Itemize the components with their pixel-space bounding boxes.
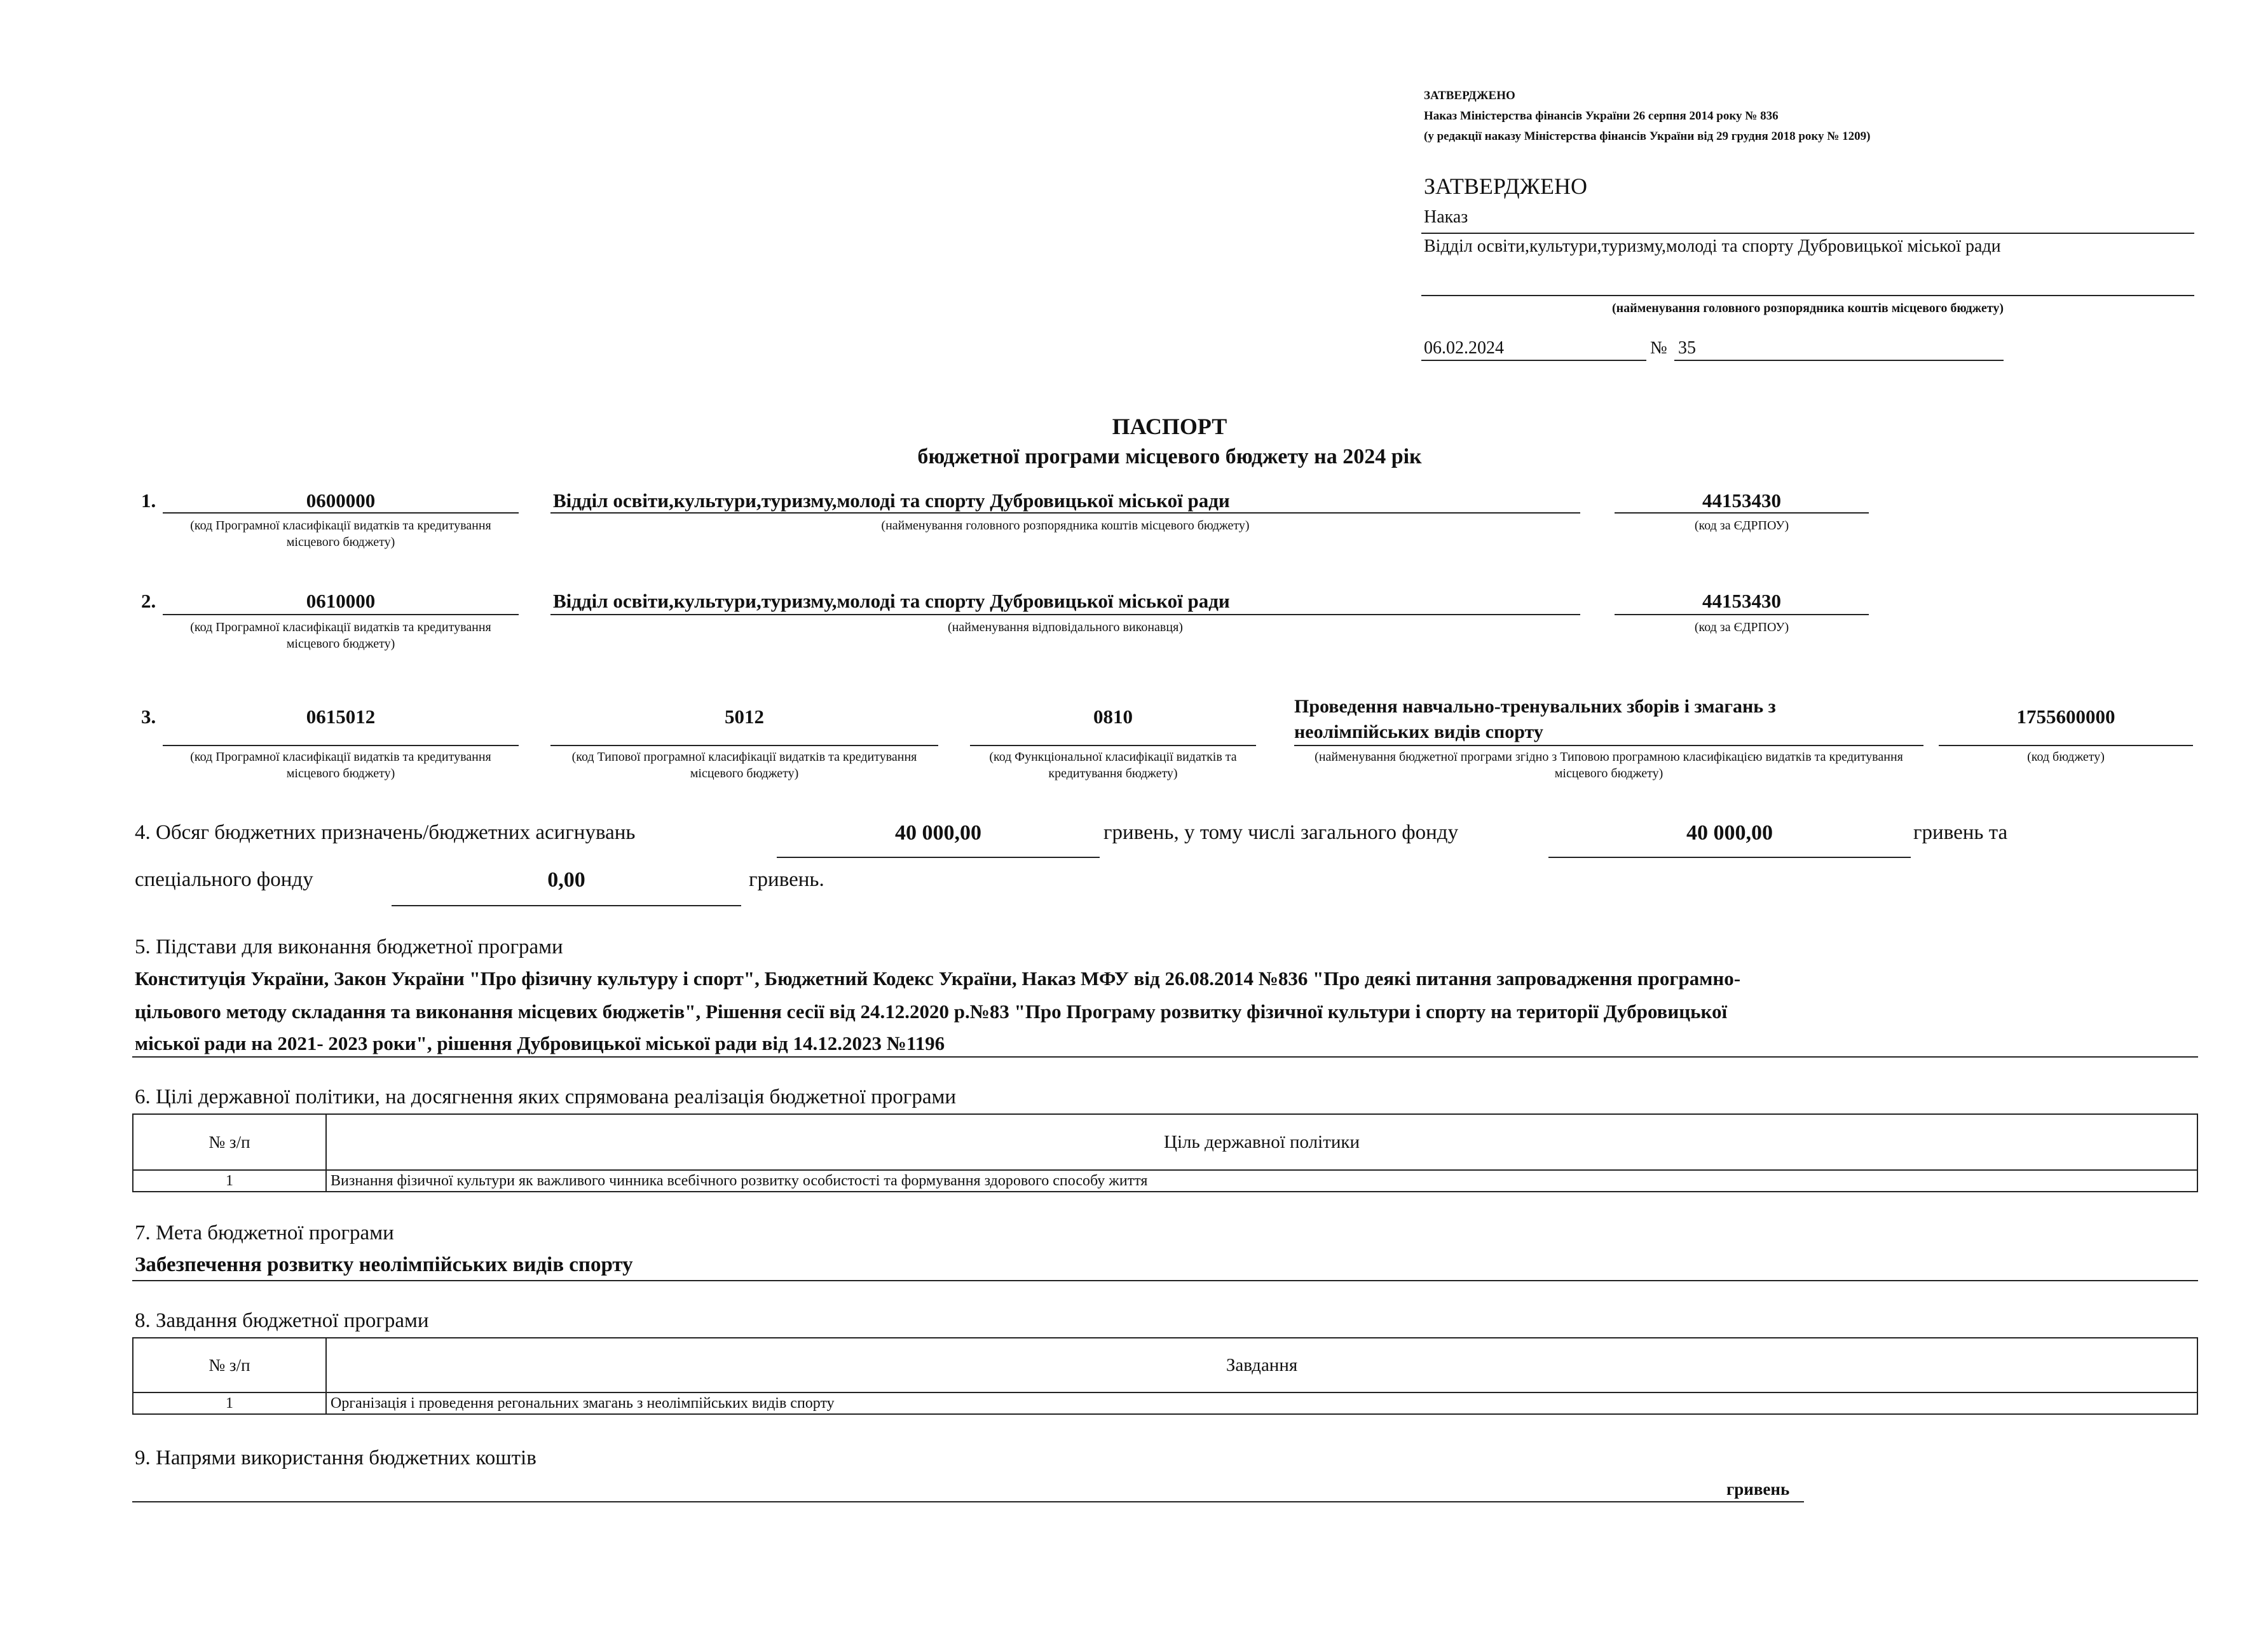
table-row xyxy=(133,1170,2197,1192)
section4-general: 40 000,00 xyxy=(1686,821,1773,845)
row1-edrpou-caption: (код за ЄДРПОУ) xyxy=(1694,519,1789,533)
row2-code: 0610000 xyxy=(306,590,376,612)
section4-special-label: спеціального фонду xyxy=(135,868,313,891)
section5-label: 5. Підстави для виконання бюджетної програми xyxy=(135,936,563,958)
approval-order-label: Наказ xyxy=(1424,207,1468,227)
section5-line3: міської ради на 2021- 2023 роки", рішення Дубровицької міської ради від 14.12.2023 №1196 xyxy=(135,1032,945,1054)
row2-number: 2. xyxy=(141,590,156,612)
tasks-col-number: № з/п xyxy=(133,1338,326,1392)
row3-budget-caption: (код бюджету) xyxy=(2027,750,2105,764)
row2-code-caption: (код Програмної класифікації видатків та кредитування місцевого бюджету) xyxy=(190,620,491,651)
row3-program-name: Проведення навчально-тренувальних зборів і змагань з неолімпійських видів спорту xyxy=(1294,696,1776,742)
passport-title: ПАСПОРТ xyxy=(1112,414,1227,439)
row1-name-line xyxy=(550,512,1580,514)
approval-date-line xyxy=(1421,360,1646,361)
row3-func-line xyxy=(970,745,1256,746)
row1-code: 0600000 xyxy=(306,489,376,512)
approval-title: ЗАТВЕРДЖЕНО xyxy=(1424,174,1587,199)
row2-edrpou: 44153430 xyxy=(1702,590,1781,612)
section4-total: 40 000,00 xyxy=(895,821,981,845)
row1-name-caption: (найменування головного розпорядника коштів місцевого бюджету) xyxy=(881,519,1250,533)
section5-line1: Конституція України, Закон України "Про фізичну культуру і спорт", Бюджетний Кодекс України, Наказ МФУ від 26.08.2014 №836 "Про деякі питання запровадження програмно- xyxy=(135,967,1741,990)
row3-func-caption: (код Функціональної класифікації видатків та кредитування бюджету) xyxy=(989,750,1237,780)
section4-mid-text: гривень, у тому числі загального фонду xyxy=(1103,821,1459,844)
goals-row-text: Визнання фізичної культури як важливого чинника всебічного розвитку особистості та формування здорового способу життя xyxy=(326,1170,2197,1192)
table-row xyxy=(133,1392,2197,1414)
row2-edrpou-caption: (код за ЄДРПОУ) xyxy=(1694,620,1789,634)
row1-name: Відділ освіти,культури,туризму,молоді та спорту Дубровицької міської ради xyxy=(553,489,1230,512)
section4-total-line xyxy=(777,857,1100,858)
row3-typical-line xyxy=(550,745,938,746)
tasks-row-text: Організація і проведення регональних змагань з неолімпійських видів спорту xyxy=(326,1392,2197,1414)
row3-program-caption: (найменування бюджетної програми згідно з Типовою програмною класифікацією видатків та кредитування місцевого бюджету) xyxy=(1315,750,1903,780)
goals-row-number: 1 xyxy=(133,1170,326,1192)
section4-label: 4. Обсяг бюджетних призначень/бюджетних асигнувань xyxy=(135,821,636,844)
goals-col-number: № з/п xyxy=(133,1114,326,1170)
row3-code: 0615012 xyxy=(306,705,376,728)
row1-edrpou-line xyxy=(1615,512,1869,514)
section6-label: 6. Цілі державної політики, на досягнення яких спрямована реалізація бюджетної програми xyxy=(135,1086,957,1108)
row3-func-code: 0810 xyxy=(1093,705,1133,728)
section7-text: Забезпечення розвитку неолімпійських видів спорту xyxy=(135,1253,633,1276)
row1-number: 1. xyxy=(141,489,156,512)
row1-edrpou: 44153430 xyxy=(1702,489,1781,512)
section8-label: 8. Завдання бюджетної програми xyxy=(135,1309,429,1332)
section7-line xyxy=(132,1280,2198,1281)
approval-top-title: ЗАТВЕРДЖЕНО xyxy=(1424,89,1515,102)
section5-line2: цільового методу складання та виконання місцевих бюджетів", Рішення сесії від 24.12.2020 р.№83 "Про Програму розвитку фізичної культури і спорту на території Дубровицької xyxy=(135,1000,1728,1023)
row2-edrpou-line xyxy=(1615,614,1869,615)
row3-code-line xyxy=(163,745,519,746)
approval-number: 35 xyxy=(1678,338,1696,358)
tasks-table-header xyxy=(133,1338,2197,1392)
row1-code-line xyxy=(163,512,519,514)
approval-date: 06.02.2024 xyxy=(1424,338,1504,358)
section4-general-line xyxy=(1548,857,1911,858)
row2-name-line xyxy=(550,614,1580,615)
row3-budget-code: 1755600000 xyxy=(2016,705,2115,728)
section4-special-line xyxy=(392,905,741,906)
row1-code-caption: (код Програмної класифікації видатків та кредитування місцевого бюджету) xyxy=(190,519,491,549)
passport-subtitle: бюджетної програми місцевого бюджету на 2024 рік xyxy=(917,445,1422,468)
section4-special-unit: гривень. xyxy=(749,868,824,891)
section4-special: 0,00 xyxy=(547,868,585,892)
tasks-table xyxy=(132,1337,2198,1415)
goals-table xyxy=(132,1113,2198,1192)
approval-top-line1: Наказ Міністерства фінансів України 26 серпня 2014 року № 836 xyxy=(1424,109,1779,123)
row3-typical-code: 5012 xyxy=(725,705,764,728)
row2-code-line xyxy=(163,614,519,615)
row2-name: Відділ освіти,культури,туризму,молоді та спорту Дубровицької міської ради xyxy=(553,590,1230,612)
goals-table-header xyxy=(133,1114,2197,1170)
approval-number-label: № xyxy=(1650,338,1667,358)
tasks-col-task: Завдання xyxy=(326,1338,2197,1392)
approval-number-line xyxy=(1674,360,2004,361)
row3-code-caption: (код Програмної класифікації видатків та кредитування місцевого бюджету) xyxy=(190,750,491,780)
approval-org-caption: (найменування головного розпорядника коштів місцевого бюджету) xyxy=(1612,301,2004,315)
section9-unit: гривень xyxy=(1726,1480,1790,1499)
approval-order-line xyxy=(1421,233,2194,234)
row3-program-line xyxy=(1294,745,1923,746)
row2-name-caption: (найменування відповідального виконавця) xyxy=(948,620,1183,634)
approval-org-line xyxy=(1421,295,2194,296)
row3-budget-line xyxy=(1939,745,2193,746)
section4-end-text: гривень та xyxy=(1913,821,2008,844)
section5-line xyxy=(132,1056,2198,1058)
approval-org: Відділ освіти,культури,туризму,молоді та спорту Дубровицької міської ради xyxy=(1424,236,2001,256)
section7-label: 7. Мета бюджетної програми xyxy=(135,1222,394,1244)
tasks-row-number: 1 xyxy=(133,1392,326,1414)
goals-col-goal: Ціль державної політики xyxy=(326,1114,2197,1170)
approval-top-line2: (у редакції наказу Міністерства фінансів України від 29 грудня 2018 року № 1209) xyxy=(1424,130,1871,143)
section9-line xyxy=(132,1501,1804,1502)
row3-typical-caption: (код Типової програмної класифікації видатків та кредитування місцевого бюджету) xyxy=(571,750,917,780)
section9-label: 9. Напрями використання бюджетних коштів xyxy=(135,1447,536,1469)
row3-number: 3. xyxy=(141,705,156,728)
